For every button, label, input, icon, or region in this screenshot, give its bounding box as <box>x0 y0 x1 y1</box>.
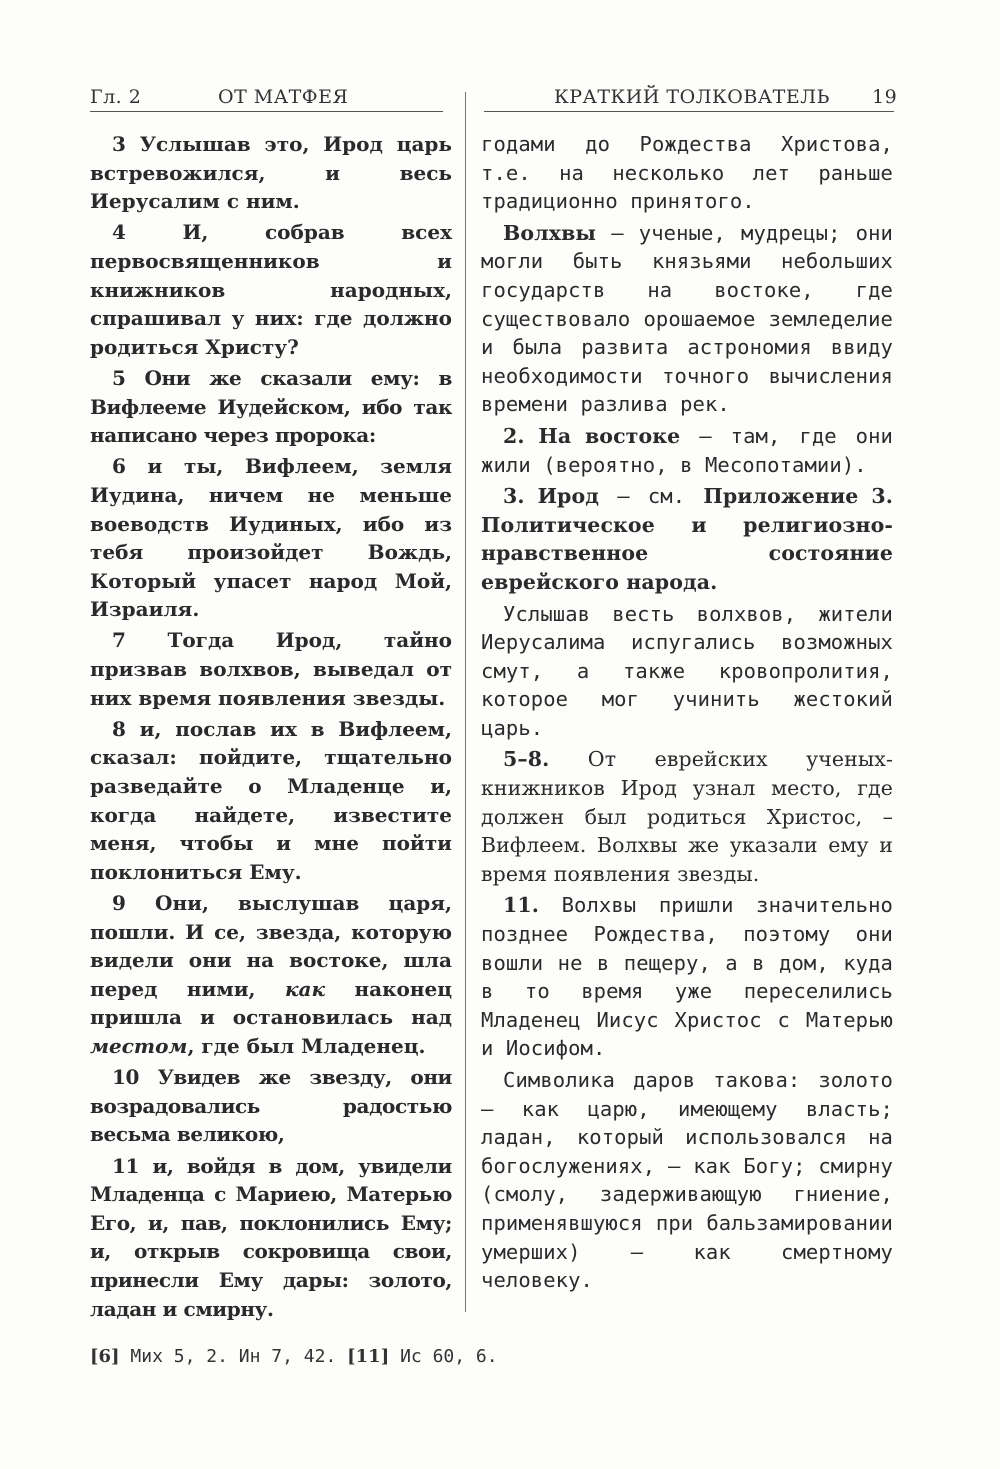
verse-9 <box>90 889 452 1061</box>
ref-verse-3: 3. Ирод <box>503 484 600 509</box>
column-divider <box>465 92 466 1312</box>
commentary-verse-3 <box>481 482 893 596</box>
verse-9-part-2: наконец пришла и остановилась над <box>90 976 452 1030</box>
cross-references-footnote <box>90 1346 498 1367</box>
book-title: ОТ МАТФЕЯ <box>218 86 349 108</box>
verse-9-part-3: , где был Младенец. <box>187 1033 426 1058</box>
commentary-verse-11-text: Волхвы пришли значительно позднее Рождества, поэтому они вошли не в пещеру, а в дом, куда в то время уже переселились Младенец Иисус Христос с Матерью и Иосифом. <box>481 893 893 1061</box>
verse-8: 8 и, послав их в Вифлеем, сказал: пойдите, тщательно разведайте о Младенце и, когда найдете, известите меня, чтобы и мне пойти поклониться Ему. <box>90 716 452 884</box>
verse-9-part-1: 9 Они, выслушав царя, пошли. И се, звезда, которую видели они на востоке, шла перед ними, <box>90 891 452 1001</box>
verse-6: 6 и ты, Вифлеем, земля Иудина, ничем не меньше воеводств Иудиных, ибо из тебя произойдет Вождь, Который упасет народ Мой, Израиля. <box>90 454 452 622</box>
commentary-verse-2 <box>481 422 893 479</box>
verse-3: 3 Услышав это, Ирод царь встревожился, и весь Иерусалим с ним. <box>90 132 452 214</box>
right-header-rule <box>484 111 894 112</box>
verse-4: 4 И, собрав всех первосвященников и книжников народных, спрашивал у них: где должно родиться Христу? <box>90 220 452 359</box>
ref-verse-2: 2. На востоке <box>503 423 681 448</box>
commentary-verse-3-dash: – см. <box>599 484 704 509</box>
appendix-reference: Приложение 3. Политическое и религиозно-нравственное состояние еврейского народа. <box>481 484 893 594</box>
chapter-label: Гл. 2 <box>90 86 142 108</box>
footnote-text-6: Мих 5, 2. Ин 7, 42. <box>119 1346 348 1367</box>
commentary-verses-5-8-text: От еврейских ученых-книжников Ирод узнал место, где должен был родиться Христос, – Вифлеем. Волхвы же указали ему и время появления звезды. <box>481 747 893 886</box>
ref-verse-11: 11. <box>503 893 539 918</box>
commentary-continuation: годами до Рождества Христова, т.е. на несколько лет раньше традиционно принятого. <box>481 132 893 214</box>
commentary-magi <box>481 219 893 419</box>
verse-7: 7 Тогда Ирод, тайно призвав волхвов, выведал от них время появления звезды. <box>90 628 452 710</box>
verse-11: 11 и, войдя в дом, увидели Младенца с Мариею, Матерью Его, и, пав, поклонились Ему; и, открыв сокровища свои, принесли Ему дары: золото, ладан и смирну. <box>90 1153 452 1321</box>
commentary-residents: Услышав весть волхвов, жители Иерусалима испугались возможных смут, а также кровопролития, которое мог учинить жестокий царь. <box>481 601 893 740</box>
commentary-magi-text: – ученые, мудрецы; они могли быть князьями небольших государств на востоке, где существовало орошаемое земледелие и была развита астрономия ввиду необходимости точного вычисления времени разлива рек. <box>481 220 893 417</box>
ref-verses-5-8: 5–8. <box>503 747 550 772</box>
verse-9-italic-mestom: местом <box>90 1033 188 1058</box>
scripture-column <box>90 130 452 1326</box>
verse-10: 10 Увидев же звезду, они возрадовались радостью весьма великою, <box>90 1065 452 1147</box>
footnote-text-11: Ис 60, 6. <box>389 1346 498 1367</box>
commentary-title: КРАТКИЙ ТОЛКОВАТЕЛЬ <box>554 86 830 108</box>
left-header-rule <box>90 111 443 112</box>
verse-9-italic-kak: как <box>284 976 326 1001</box>
commentary-verse-2-text: – там, где они жили (вероятно, в Месопотамии). <box>481 423 894 477</box>
verse-5: 5 Они же сказали ему: в Вифлееме Иудейском, ибо так написано через пророка: <box>90 365 452 448</box>
page-number: 19 <box>872 86 898 108</box>
footnote-ref-6: [6] <box>90 1346 120 1367</box>
term-magi: Волхвы <box>503 220 597 245</box>
footnote-ref-11: [11] <box>347 1346 390 1367</box>
commentary-verses-5-8 <box>481 745 893 888</box>
commentary-column <box>481 130 893 1298</box>
commentary-verse-11 <box>481 891 893 1063</box>
commentary-gifts-symbolism: Символика даров такова: золото – как царю, имеющему власть; ладан, который использовался на богослужениях, – как Богу; смирну (смолу, задерживающую гниение, применявшуюся при бальзамировании умерших) – как смертному человеку. <box>481 1068 893 1293</box>
